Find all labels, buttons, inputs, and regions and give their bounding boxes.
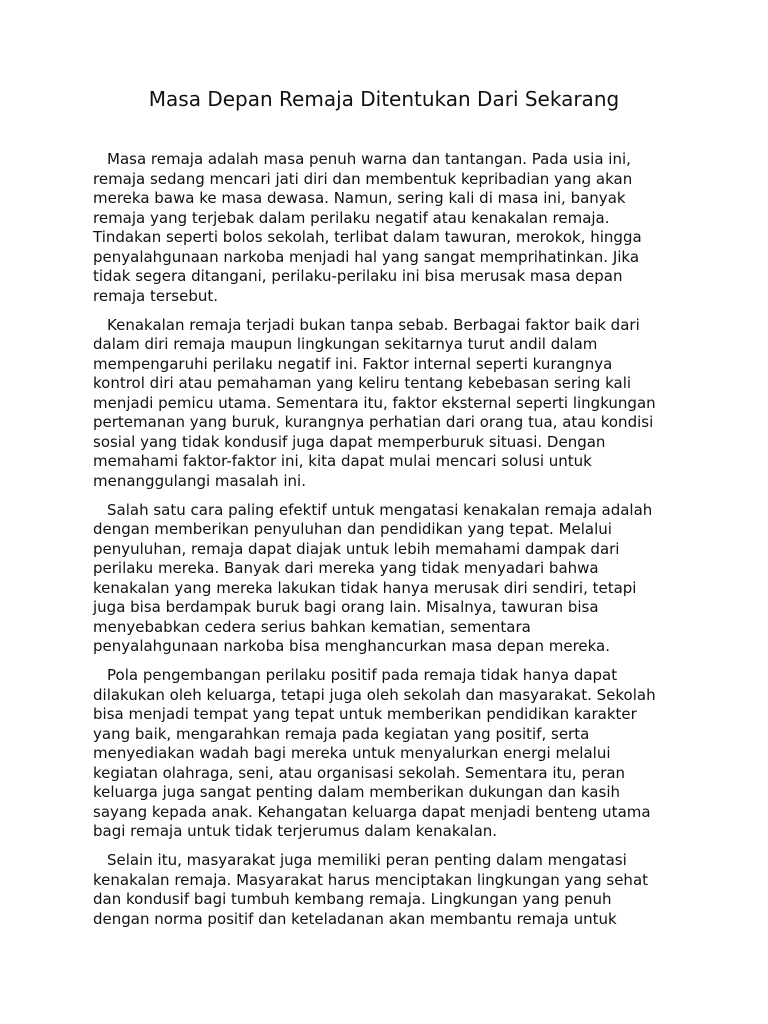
paragraph-line: juga bisa berdampak buruk bagi orang lain. Misalnya, tawuran bisa (93, 598, 599, 616)
paragraph-line: kenakalan yang mereka lakukan tidak hanya merusak diri sendiri, tetapi (93, 578, 637, 597)
paragraph-line: perilaku mereka. Banyak dari mereka yang tidak menyadari bahwa (93, 559, 599, 577)
paragraph-line: dengan norma positif dan keteladanan akan membantu remaja untuk (93, 909, 617, 928)
paragraph-line: menyediakan wadah bagi mereka untuk menyalurkan energi melalui (93, 744, 611, 762)
paragraph (93, 851, 693, 929)
paragraph-line: Tindakan seperti bolos sekolah, terlibat dalam tawuran, merokok, hingga (93, 228, 642, 246)
paragraph-line: dan kondusif bagi tumbuh kembang remaja. Lingkungan yang penuh (93, 890, 612, 908)
paragraph-line: dalam diri remaja maupun lingkungan sekitarnya turut andil dalam (93, 335, 598, 353)
paragraph-line: keluarga juga sangat penting dalam memberikan dukungan dan kasih (93, 783, 620, 801)
paragraph-line: Pola pengembangan perilaku positif pada remaja tidak hanya dapat (107, 666, 618, 684)
paragraph-line: Selain itu, masyarakat juga memiliki peran penting dalam mengatasi (107, 851, 627, 869)
paragraph-line: menjadi pemicu utama. Sementara itu, faktor eksternal seperti lingkungan (93, 393, 656, 412)
paragraph-line: Kenakalan remaja terjadi bukan tanpa sebab. Berbagai faktor baik dari (107, 315, 640, 334)
paragraph-line: penyalahgunaan narkoba menjadi hal yang sangat memprihatinkan. Jika (93, 247, 640, 266)
paragraph-line: bisa menjadi tempat yang tepat untuk memberikan pendidikan karakter (93, 705, 637, 723)
document-body (93, 150, 693, 939)
paragraph-line: bagi remaja untuk tidak terjerumus dalam kenakalan. (93, 822, 498, 840)
paragraph-line: mereka bawa ke masa dewasa. Namun, sering kali di masa ini, banyak (93, 189, 626, 207)
document-title: Masa Depan Remaja Ditentukan Dari Sekarang (148, 87, 620, 111)
paragraph-line: mempengaruhi perilaku negatif ini. Faktor internal seperti kurangnya (93, 354, 613, 373)
paragraph-line: dengan memberikan penyuluhan dan pendidikan yang tepat. Melalui (93, 520, 612, 538)
paragraph-line: memahami faktor-faktor ini, kita dapat mulai mencari solusi untuk (93, 452, 592, 470)
paragraph (93, 501, 693, 657)
paragraph-line: sayang kepada anak. Kehangatan keluarga dapat menjadi benteng utama (93, 802, 651, 821)
paragraph-line: tidak segera ditangani, perilaku-perilaku ini bisa merusak masa depan (93, 267, 623, 285)
paragraph-line: pertemanan yang buruk, kurangnya perhatian dari orang tua, atau kondisi (93, 413, 654, 431)
paragraph-line: sosial yang tidak kondusif juga dapat memperburuk situasi. Dengan (93, 432, 606, 451)
paragraph (93, 150, 693, 306)
paragraph-line: dilakukan oleh keluarga, tetapi juga oleh sekolah dan masyarakat. Sekolah (93, 685, 656, 704)
paragraph-line: penyuluhan, remaja dapat diajak untuk lebih memahami dampak dari (93, 539, 620, 558)
paragraph-line: remaja sedang mencari jati diri dan membentuk kepribadian yang akan (93, 169, 633, 188)
paragraph-line: remaja yang terjebak dalam perilaku negatif atau kenakalan remaja. (93, 208, 610, 227)
paragraph-line: menanggulangi masalah ini. (93, 471, 306, 490)
paragraph-line: penyalahgunaan narkoba bisa menghancurkan masa depan mereka. (93, 637, 611, 655)
paragraph-line: yang baik, mengarahkan remaja pada kegiatan yang positif, serta (93, 724, 590, 743)
paragraph-line: remaja tersebut. (93, 286, 218, 305)
paragraph-line: kenakalan remaja. Masyarakat harus menciptakan lingkungan yang sehat (93, 870, 649, 889)
paragraph-line: kontrol diri atau pemahaman yang keliru tentang kebebasan sering kali (93, 374, 632, 392)
paragraph (93, 316, 693, 492)
paragraph-line: Salah satu cara paling efektif untuk mengatasi kenakalan remaja adalah (107, 500, 653, 519)
paragraph-line: kegiatan olahraga, seni, atau organisasi sekolah. Sementara itu, peran (93, 763, 626, 782)
paragraph-line: Masa remaja adalah masa penuh warna dan tantangan. Pada usia ini, (107, 150, 631, 168)
paragraph-line: menyebabkan cedera serius bahkan kematian, sementara (93, 617, 531, 636)
paragraph (93, 666, 693, 842)
